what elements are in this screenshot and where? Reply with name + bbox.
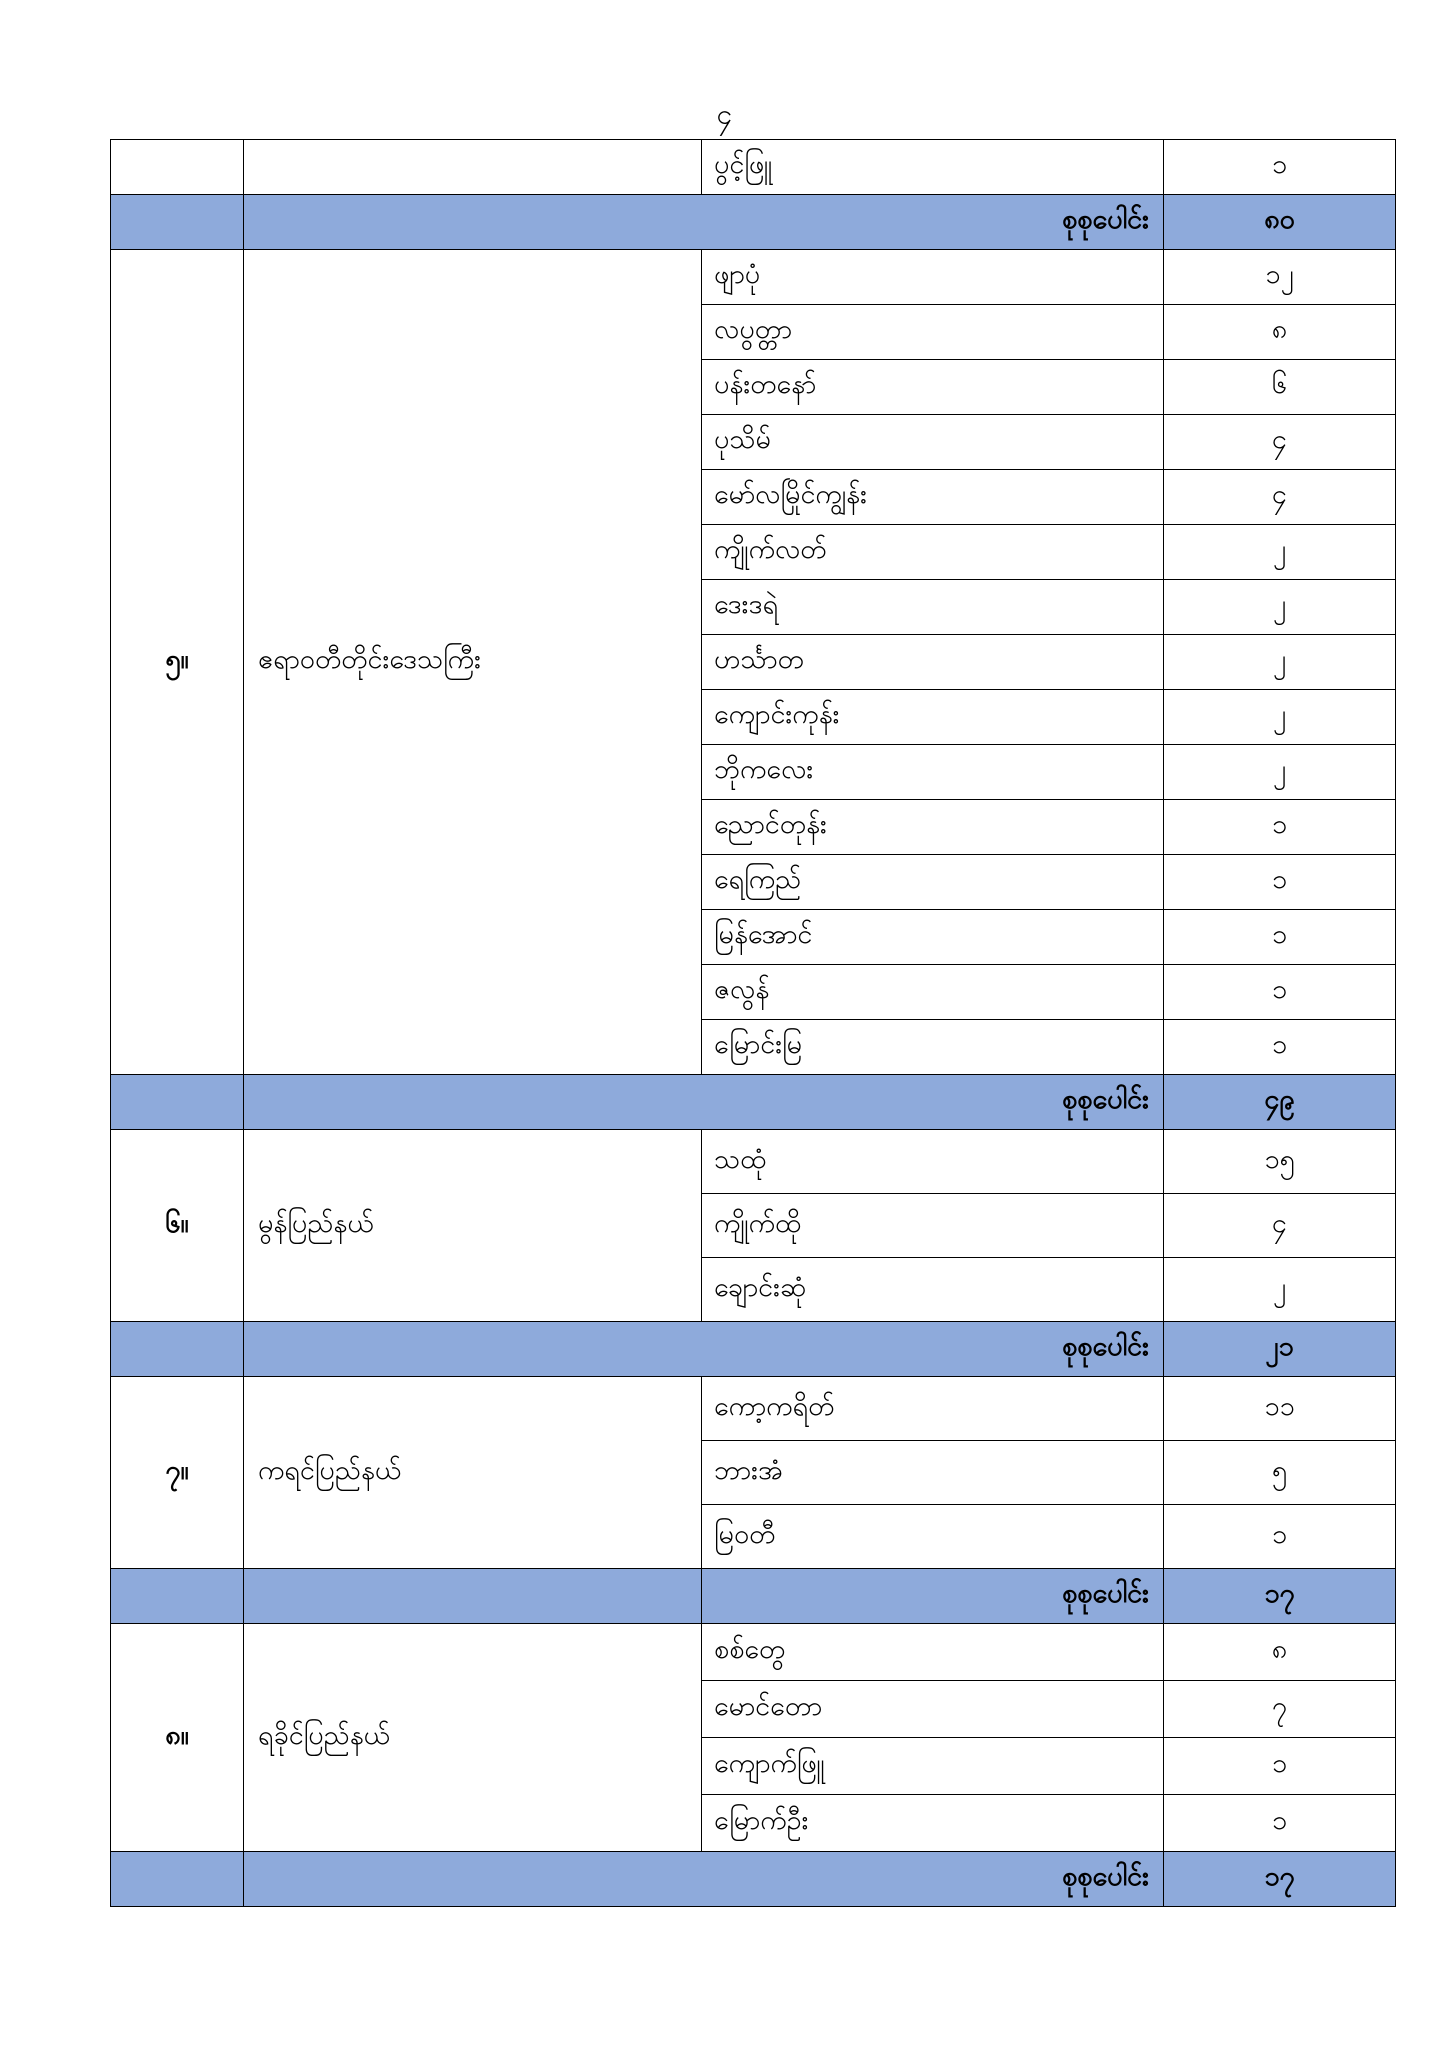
township-cell: ကော့ကရိတ် bbox=[702, 1377, 1164, 1441]
township-cell: မြဝတီ bbox=[702, 1505, 1164, 1569]
page-number: ၄ bbox=[716, 98, 733, 131]
township-cell: ကျောက်ဖြူ bbox=[702, 1738, 1164, 1795]
region-cell bbox=[244, 140, 702, 195]
count-cell: ၁၂ bbox=[1164, 250, 1396, 305]
count-cell: ၂ bbox=[1164, 635, 1396, 690]
township-cell: ပန်းတနော် bbox=[702, 360, 1164, 415]
total-row bbox=[111, 1075, 1396, 1130]
table-row bbox=[111, 1130, 1396, 1194]
count-cell: ၄ bbox=[1164, 1194, 1396, 1258]
table-row bbox=[111, 140, 1396, 195]
township-cell: ပုသိမ် bbox=[702, 415, 1164, 470]
total-blank-cell bbox=[244, 1569, 702, 1624]
count-cell: ၂ bbox=[1164, 580, 1396, 635]
total-label: စုစုပေါင်း bbox=[244, 1852, 1164, 1907]
township-cell: ဇလွန် bbox=[702, 965, 1164, 1020]
total-blank-cell bbox=[111, 195, 244, 250]
count-cell: ၁ bbox=[1164, 1795, 1396, 1852]
township-cell: သထုံ bbox=[702, 1130, 1164, 1194]
township-count-table bbox=[110, 139, 1396, 1907]
count-cell: ၁ bbox=[1164, 140, 1396, 195]
total-row bbox=[111, 1322, 1396, 1377]
total-value: ၈၀ bbox=[1164, 195, 1396, 250]
count-cell: ၁ bbox=[1164, 965, 1396, 1020]
total-blank-cell bbox=[111, 1852, 244, 1907]
township-cell: ဘားအံ bbox=[702, 1441, 1164, 1505]
total-value: ၁၇ bbox=[1164, 1569, 1396, 1624]
township-cell: ဟင်္သာတ bbox=[702, 635, 1164, 690]
township-cell: ကျိုက်ထို bbox=[702, 1194, 1164, 1258]
count-cell: ၁၅ bbox=[1164, 1130, 1396, 1194]
count-cell: ၄ bbox=[1164, 415, 1396, 470]
count-cell: ၁ bbox=[1164, 910, 1396, 965]
count-cell: ၁ bbox=[1164, 855, 1396, 910]
total-blank-cell bbox=[111, 1075, 244, 1130]
region-name: ဧရာဝတီတိုင်းဒေသကြီး bbox=[244, 250, 702, 1075]
township-cell: ပွင့်ဖြူ bbox=[702, 140, 1164, 195]
count-cell: ၂ bbox=[1164, 1258, 1396, 1322]
total-value: ၂၁ bbox=[1164, 1322, 1396, 1377]
total-row bbox=[111, 1852, 1396, 1907]
total-label: စုစုပေါင်း bbox=[244, 1075, 1164, 1130]
count-cell: ၇ bbox=[1164, 1681, 1396, 1738]
count-cell: ၈ bbox=[1164, 1624, 1396, 1681]
group-number: ၈။ bbox=[111, 1624, 244, 1852]
count-cell: ၈ bbox=[1164, 305, 1396, 360]
township-cell: မြောင်းမြ bbox=[702, 1020, 1164, 1075]
count-cell: ၁ bbox=[1164, 800, 1396, 855]
township-cell: ဒေးဒရဲ bbox=[702, 580, 1164, 635]
total-value: ၁၇ bbox=[1164, 1852, 1396, 1907]
count-cell: ၁၁ bbox=[1164, 1377, 1396, 1441]
township-cell: မြောက်ဦး bbox=[702, 1795, 1164, 1852]
total-blank-cell bbox=[111, 1322, 244, 1377]
township-cell: လပွတ္တာ bbox=[702, 305, 1164, 360]
township-cell: ကျောင်းကုန်း bbox=[702, 690, 1164, 745]
township-cell: စစ်တွေ bbox=[702, 1624, 1164, 1681]
table-row bbox=[111, 250, 1396, 305]
township-cell: ကျိုက်လတ် bbox=[702, 525, 1164, 580]
no-cell bbox=[111, 140, 244, 195]
township-cell: ညောင်တုန်း bbox=[702, 800, 1164, 855]
township-cell: ဖျာပုံ bbox=[702, 250, 1164, 305]
township-cell: မြန်အောင် bbox=[702, 910, 1164, 965]
region-name: ကရင်ပြည်နယ် bbox=[244, 1377, 702, 1569]
total-label: စုစုပေါင်း bbox=[702, 1569, 1164, 1624]
group-number: ၇။ bbox=[111, 1377, 244, 1569]
total-label: စုစုပေါင်း bbox=[244, 1322, 1164, 1377]
table-row bbox=[111, 1624, 1396, 1681]
township-cell: ဘိုကလေး bbox=[702, 745, 1164, 800]
count-cell: ၂ bbox=[1164, 745, 1396, 800]
count-cell: ၂ bbox=[1164, 690, 1396, 745]
township-cell: ချောင်းဆုံ bbox=[702, 1258, 1164, 1322]
group-number: ၆။ bbox=[111, 1130, 244, 1322]
count-cell: ၄ bbox=[1164, 470, 1396, 525]
count-cell: ၁ bbox=[1164, 1738, 1396, 1795]
group-number: ၅။ bbox=[111, 250, 244, 1075]
total-blank-cell bbox=[111, 1569, 244, 1624]
table-row bbox=[111, 1377, 1396, 1441]
region-name: မွန်ပြည်နယ် bbox=[244, 1130, 702, 1322]
region-name: ရခိုင်ပြည်နယ် bbox=[244, 1624, 702, 1852]
township-cell: မောင်တော bbox=[702, 1681, 1164, 1738]
total-value: ၄၉ bbox=[1164, 1075, 1396, 1130]
count-cell: ၆ bbox=[1164, 360, 1396, 415]
total-row bbox=[111, 1569, 1396, 1624]
total-label: စုစုပေါင်း bbox=[244, 195, 1164, 250]
count-cell: ၁ bbox=[1164, 1505, 1396, 1569]
count-cell: ၅ bbox=[1164, 1441, 1396, 1505]
count-cell: ၂ bbox=[1164, 525, 1396, 580]
count-cell: ၁ bbox=[1164, 1020, 1396, 1075]
township-cell: မော်လမြိုင်ကျွန်း bbox=[702, 470, 1164, 525]
total-row bbox=[111, 195, 1396, 250]
township-cell: ရေကြည် bbox=[702, 855, 1164, 910]
